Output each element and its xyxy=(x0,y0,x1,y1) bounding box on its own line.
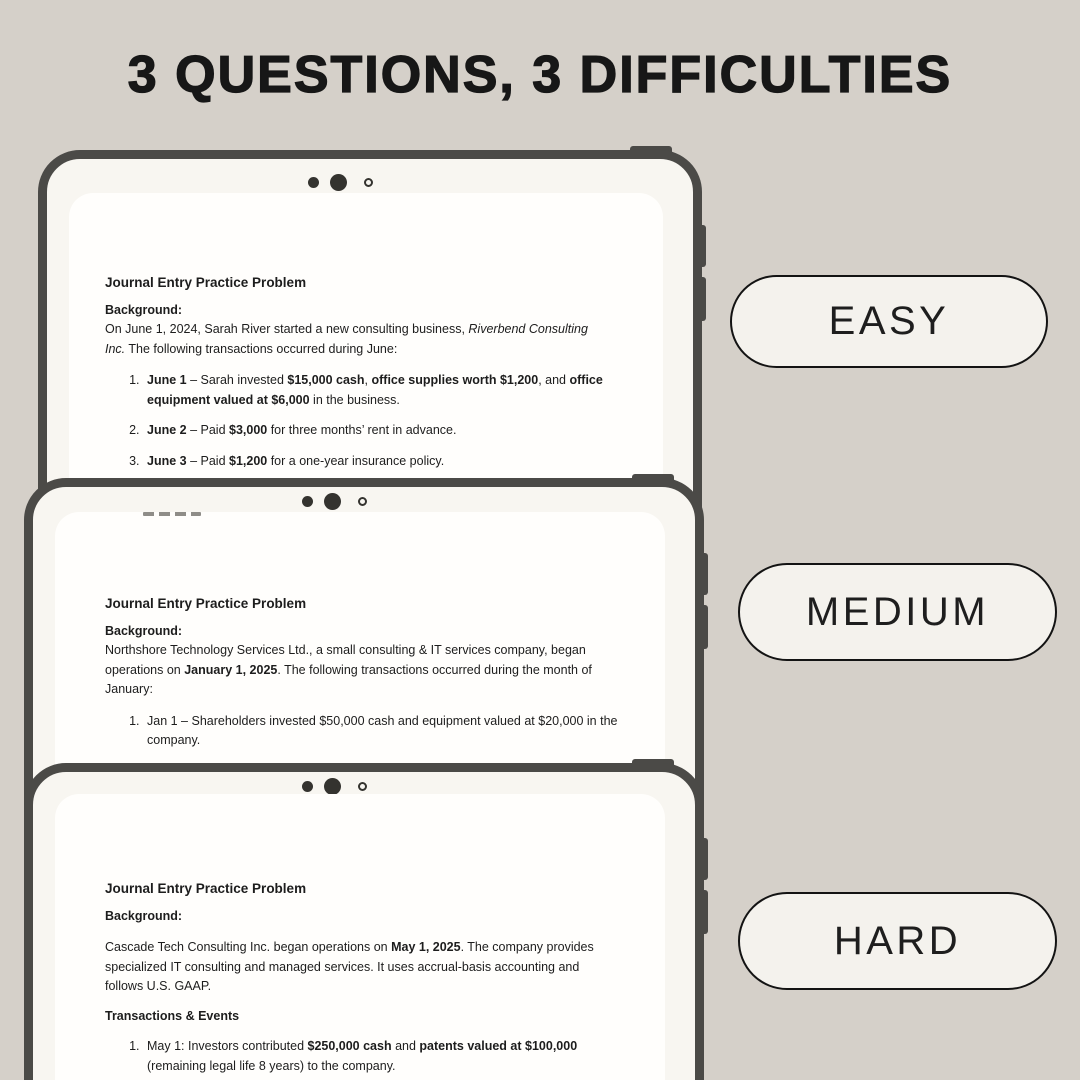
doc-transactions-heading: Transactions & Events xyxy=(105,1008,240,1023)
list-item: 1. Jan 1 – Shareholders invested $50,000 cash and equipment valued at $20,000 in the company. xyxy=(143,712,619,751)
transaction-list xyxy=(105,371,610,471)
camera-cluster xyxy=(308,173,388,191)
easy-button[interactable]: EASY xyxy=(730,275,1048,368)
doc-title: Journal Entry Practice Problem xyxy=(105,596,307,611)
doc-background-body: On June 1, 2024, Sarah River started a new consulting business, Riverbend Consulting Inc. The following transactions occurred during June: xyxy=(105,322,588,356)
list-item: 1. May 1: Investors contributed $250,000 cash and patents valued at $100,000 (remaining legal life 8 years) to the company. xyxy=(143,1037,610,1076)
doc-background-body: Northshore Technology Services Ltd., a small consulting & IT services company, began operations on January 1, 2025. The following transactions occurred during the month of January: xyxy=(105,643,592,696)
doc-background-label: Background: xyxy=(105,623,183,638)
document-easy xyxy=(105,193,610,482)
doc-background-label: Background: xyxy=(105,908,183,923)
transaction-list xyxy=(105,1037,610,1076)
camera-sensor-icon xyxy=(364,178,373,187)
camera-lens-icon xyxy=(324,778,341,795)
camera-lens-icon xyxy=(324,493,341,510)
camera-sensor-icon xyxy=(358,782,367,791)
tablet-frame xyxy=(24,763,704,1080)
camera-dot-icon xyxy=(308,177,319,188)
list-item: 3. June 3 – Paid $1,200 for a one-year insurance policy. xyxy=(143,452,610,472)
camera-cluster xyxy=(302,777,382,795)
camera-lens-icon xyxy=(330,174,347,191)
doc-background-label: Background: xyxy=(105,302,183,317)
doc-title: Journal Entry Practice Problem xyxy=(105,275,307,290)
medium-button[interactable]: MEDIUM xyxy=(738,563,1057,661)
doc-title: Journal Entry Practice Problem xyxy=(105,881,307,896)
document-hard xyxy=(105,794,610,1080)
tablet-hard xyxy=(24,763,704,1080)
hard-button[interactable]: HARD xyxy=(738,892,1057,990)
camera-dot-icon xyxy=(302,496,313,507)
camera-dot-icon xyxy=(302,781,313,792)
transaction-list xyxy=(105,712,619,751)
list-item: 2. June 2 – Paid $3,000 for three months’ rent in advance. xyxy=(143,421,610,441)
tablet-screen xyxy=(55,794,665,1080)
document-medium xyxy=(105,512,619,762)
list-item: 1. June 1 – Sarah invested $15,000 cash, office supplies worth $1,200, and office equipment valued at $6,000 in the business. xyxy=(143,371,610,410)
doc-background-body: Cascade Tech Consulting Inc. began operations on May 1, 2025. The company provides specialized IT consulting and managed services. It uses accrual-basis accounting and follows U.S. GAAP. xyxy=(105,940,594,993)
camera-cluster xyxy=(302,492,382,510)
page-title: 3 QUESTIONS, 3 DIFFICULTIES xyxy=(127,46,953,104)
camera-sensor-icon xyxy=(358,497,367,506)
